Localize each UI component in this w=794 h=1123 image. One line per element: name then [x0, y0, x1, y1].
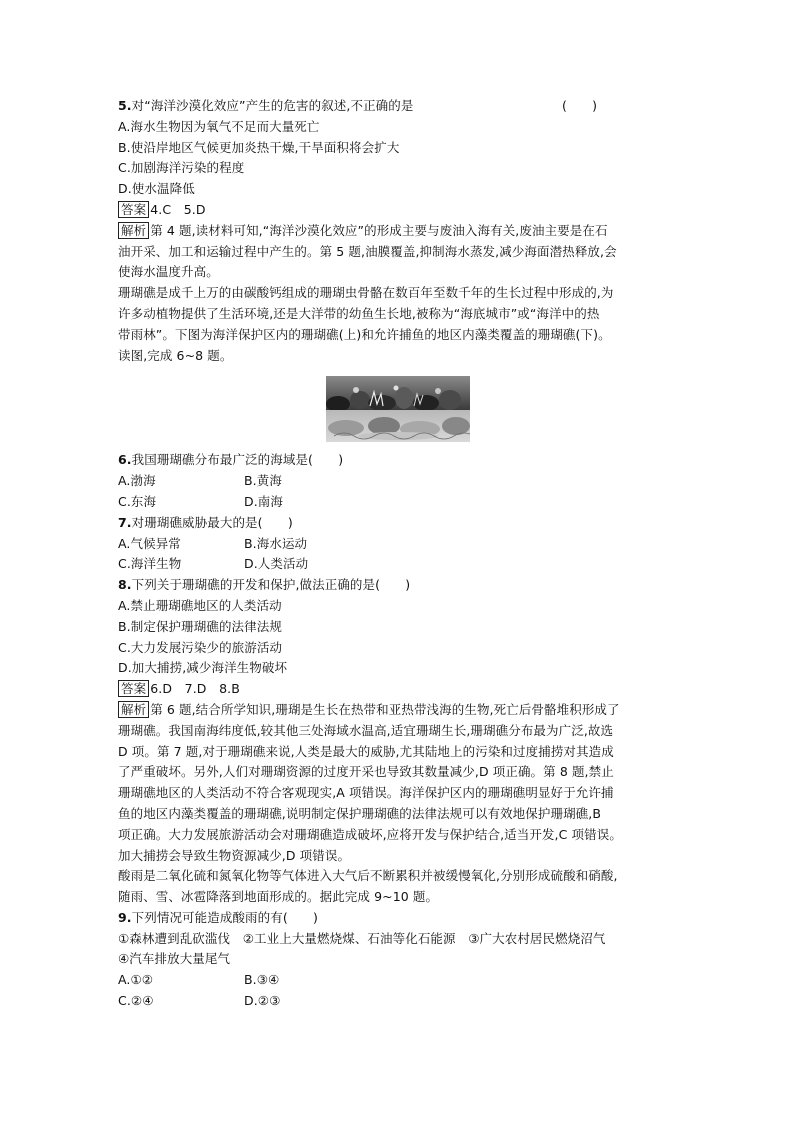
option-d: D.加大捕捞,减少海洋生物破坏	[118, 660, 288, 676]
option-row	[118, 991, 678, 1012]
analysis-line: 项正确。大力发展旅游活动会对珊瑚礁造成破坏,应将开发与保护结合,适当开发,C 项错误。	[118, 826, 622, 842]
passage-line: 珊瑚礁是成千上万的由碳酸钙组成的珊瑚虫骨骼在数百年至数千年的生长过程中形成的,为	[118, 285, 614, 301]
option-b: B.制定保护珊瑚礁的法律法规	[118, 618, 282, 634]
question-9-items: ①森林遭到乱砍滥伐 ②工业上大量燃烧煤、石油等化石能源 ③广大农村居民燃烧沼气	[118, 930, 606, 946]
option-c: C.加剧海洋污染的程度	[118, 160, 245, 176]
option-row	[118, 554, 678, 575]
analysis-tag: 解析	[118, 222, 149, 239]
analysis-line	[118, 700, 678, 721]
option-a: A.气候异常	[118, 535, 181, 551]
analysis-line: D 项。第 7 题,对于珊瑚礁来说,人类是最大的威胁,尤其陆地上的污染和过度捕捞对其造成	[118, 743, 614, 759]
document-page	[118, 96, 678, 1012]
analysis-tag: 解析	[118, 701, 149, 718]
option-row	[118, 534, 678, 555]
option-d: D.南海	[244, 493, 283, 509]
coral-reef-photo	[326, 376, 470, 442]
option-b: B.③④	[244, 972, 280, 988]
question-number: 9.	[118, 909, 132, 925]
analysis-line: 使海水温度升高。	[118, 264, 219, 280]
passage-line: 随雨、雪、冰雹降落到地面形成的。据此完成 9~10 题。	[118, 889, 439, 905]
option-d: D.使水温降低	[118, 181, 195, 197]
question-5-stem	[118, 96, 678, 117]
option-c: C.东海	[118, 493, 157, 509]
option-d: D.人类活动	[244, 556, 309, 572]
option-a: A.①②	[118, 972, 154, 988]
question-8-stem	[118, 575, 678, 596]
analysis-line	[118, 221, 678, 242]
analysis-line: 加大捕捞会导致生物资源减少,D 项错误。	[118, 847, 351, 863]
question-text: 对珊瑚礁威胁最大的是( )	[131, 514, 293, 530]
answer-tag: 答案	[118, 201, 149, 218]
question-number: 5.	[118, 98, 132, 113]
analysis-line: 油开采、加工和运输过程中产生的。第 5 题,油膜覆盖,抑制海水蒸发,减少海面潜热释放,会	[118, 243, 617, 259]
option-a: A.禁止珊瑚礁地区的人类活动	[118, 597, 282, 613]
analysis-line: 珊瑚礁。我国南海纬度低,较其他三处海域水温高,适宜珊瑚生长,珊瑚礁分布最为广泛,故选	[118, 722, 614, 738]
analysis-text: 第 6 题,结合所学知识,珊瑚是生长在热带和亚热带浅海的生物,死亡后骨骼堆积形成了	[150, 701, 620, 717]
option-row	[118, 471, 678, 492]
option-c: C.②④	[118, 993, 154, 1009]
analysis-line: 鱼的地区内藻类覆盖的珊瑚礁,说明制定保护珊瑚礁的法律法规可以有效地保护珊瑚礁,B	[118, 805, 602, 821]
passage-line: 许多动植物提供了生活环境,还是大洋带的幼鱼生长地,被称为“海底城市”或“海洋中的热	[118, 305, 600, 321]
question-text: 我国珊瑚礁分布最广泛的海域是( )	[131, 452, 344, 468]
passage-line: 带雨林”。下图为海洋保护区内的珊瑚礁(上)和允许捕鱼的地区内藻类覆盖的珊瑚礁(下)。	[118, 326, 611, 342]
option-row	[118, 492, 678, 513]
passage-line: 读图,完成 6~8 题。	[118, 347, 233, 363]
question-6-stem	[118, 450, 678, 471]
answer-parenthesis: ( )	[562, 98, 598, 113]
analysis-line: 珊瑚礁地区的人类活动不符合客观现实,A 项错误。海洋保护区内的珊瑚礁明显好于允许捕	[118, 785, 614, 801]
option-b: B.海水运动	[244, 535, 308, 551]
option-c: C.海洋生物	[118, 556, 182, 572]
answer-line-2	[118, 679, 678, 700]
option-a: A.渤海	[118, 473, 156, 489]
answer-line-1	[118, 200, 678, 221]
question-9-stem	[118, 908, 678, 929]
question-number: 8.	[118, 577, 132, 593]
question-number: 7.	[118, 514, 132, 530]
option-b: B.使沿岸地区气候更加炎热干燥,干旱面积将会扩大	[118, 139, 400, 155]
option-row	[118, 970, 678, 991]
answer-text: 4.C 5.D	[150, 201, 206, 217]
question-text: 对“海洋沙漠化效应”产生的危害的叙述,不正确的是	[131, 98, 414, 113]
analysis-text: 第 4 题,读材料可知,“海洋沙漠化效应”的形成主要与废油入海有关,废油主要是在石	[150, 222, 608, 238]
answer-tag: 答案	[118, 680, 149, 697]
question-number: 6.	[118, 452, 132, 468]
coral-reef-figure	[118, 376, 678, 442]
option-b: B.黄海	[244, 473, 282, 489]
question-text: 下列情况可能造成酸雨的有( )	[131, 909, 319, 925]
analysis-line: 了严重破坏。另外,人们对珊瑚资源的过度开采也导致其数量减少,D 项正确。第 8 题,禁止	[118, 764, 614, 780]
option-d: D.②③	[244, 993, 281, 1009]
question-text: 下列关于珊瑚礁的开发和保护,做法正确的是( )	[131, 577, 411, 593]
passage-line: 酸雨是二氧化硫和氮氧化物等气体进入大气后不断累积并被缓慢氧化,分别形成硫酸和硝酸,	[118, 868, 618, 884]
question-9-items: ④汽车排放大量尾气	[118, 951, 231, 967]
question-7-stem	[118, 513, 678, 534]
answer-text: 6.D 7.D 8.B	[150, 681, 240, 697]
option-c: C.大力发展污染少的旅游活动	[118, 639, 283, 655]
option-a: A.海水生物因为氧气不足而大量死亡	[118, 118, 320, 134]
